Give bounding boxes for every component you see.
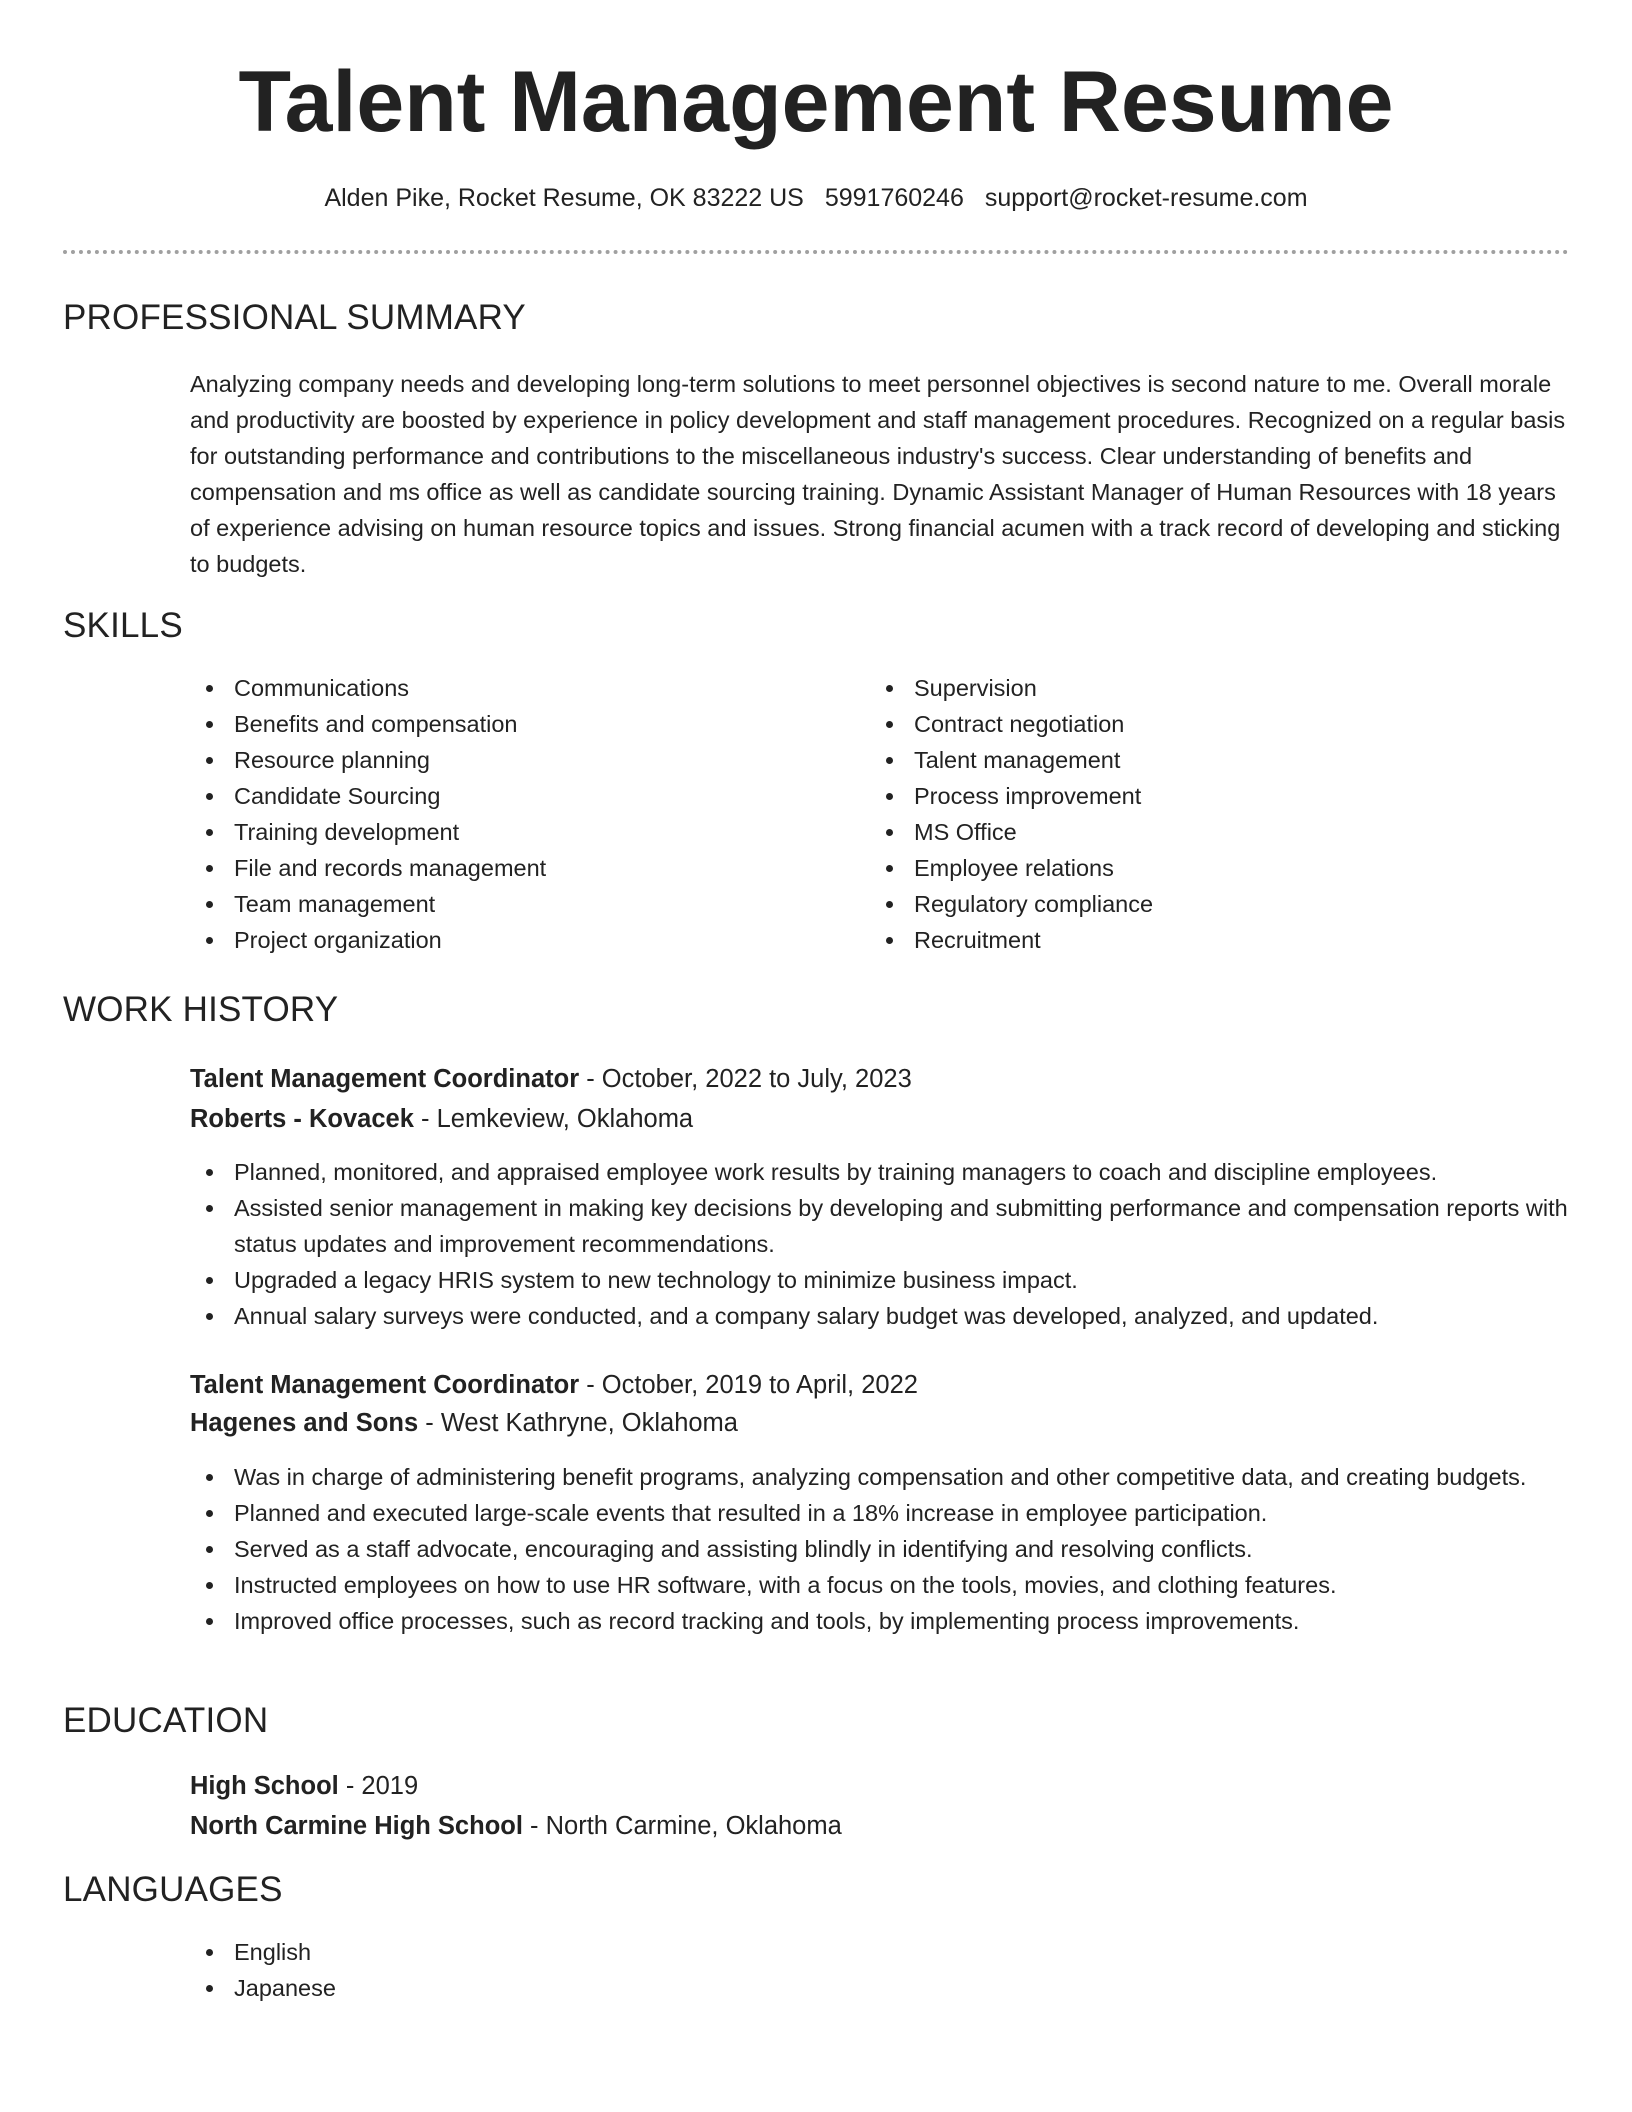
job-dates: - October, 2019 to April, 2022: [579, 1371, 918, 1399]
job-bullets: [190, 1459, 1570, 1639]
skills-heading: SKILLS: [63, 606, 183, 645]
skill-item: File and records management: [190, 850, 850, 886]
education-year: - 2019: [338, 1772, 419, 1800]
language-item: Japanese: [190, 1970, 850, 2006]
languages-heading: LANGUAGES: [63, 1870, 283, 1909]
skill-item: Resource planning: [190, 742, 850, 778]
job-bullet: Was in charge of administering benefit programs, analyzing compensation and other competitive data, and creating budgets.: [190, 1459, 1570, 1495]
job-bullet: Instructed employees on how to use HR software, with a focus on the tools, movies, and clothing features.: [190, 1567, 1570, 1603]
job-title-line: [190, 1367, 918, 1403]
skills-list-left: [190, 670, 850, 958]
job-bullet: Upgraded a legacy HRIS system to new technology to minimize business impact.: [190, 1262, 1570, 1298]
job-dates: - October, 2022 to July, 2023: [579, 1065, 912, 1093]
contact-email: support@rocket-resume.com: [984, 184, 1308, 212]
education-degree-line: [190, 1768, 418, 1804]
work-history-heading: WORK HISTORY: [63, 990, 339, 1029]
job-bullet: Served as a staff advocate, encouraging and assisting blindly in identifying and resolving conflicts.: [190, 1531, 1570, 1567]
summary-heading: PROFESSIONAL SUMMARY: [63, 298, 526, 337]
skill-item: Talent management: [870, 742, 1530, 778]
job-location: - West Kathryne, Oklahoma: [418, 1409, 738, 1437]
education-degree: High School: [190, 1772, 339, 1800]
skill-item: Employee relations: [870, 850, 1530, 886]
job-company-line: [190, 1405, 738, 1441]
job-bullets: [190, 1154, 1570, 1334]
skill-item: MS Office: [870, 814, 1530, 850]
resume-title: Talent Management Resume: [238, 54, 1394, 150]
skill-item: Supervision: [870, 670, 1530, 706]
skill-item: Project organization: [190, 922, 850, 958]
language-item: English: [190, 1934, 850, 1970]
contact-line: [0, 182, 1632, 214]
job-bullet: Improved office processes, such as record tracking and tools, by implementing process improvements.: [190, 1603, 1570, 1639]
skill-item: Candidate Sourcing: [190, 778, 850, 814]
job-title-line: [190, 1061, 912, 1097]
job-bullet: Planned, monitored, and appraised employee work results by training managers to coach and discipline employees.: [190, 1154, 1570, 1190]
job-company-line: [190, 1101, 693, 1137]
skill-item: Training development: [190, 814, 850, 850]
education-heading: EDUCATION: [63, 1701, 269, 1740]
job-location: - Lemkeview, Oklahoma: [413, 1105, 694, 1133]
summary-text: Analyzing company needs and developing long-term solutions to meet personnel objectives is second nature to me. Overall morale and productivity are boosted by experience in policy development and staff management procedures. Recognized on a regular basis for outstanding performance and contributions to the miscellaneous industry's success. Clear understanding of benefits and compensation and ms office as well as candidate sourcing training. Dynamic Assistant Manager of Human Resources with 18 years of experience advising on human resource topics and issues. Strong financial acumen with a track record of developing and sticking to budgets.: [190, 371, 1566, 577]
skill-item: Process improvement: [870, 778, 1530, 814]
education-school-line: [190, 1808, 842, 1844]
job-company: Roberts - Kovacek: [190, 1105, 414, 1133]
education-school: North Carmine High School: [190, 1812, 523, 1840]
job-bullet: Planned and executed large-scale events that resulted in a 18% increase in employee participation.: [190, 1495, 1570, 1531]
contact-phone: 5991760246: [824, 184, 964, 212]
skill-item: Contract negotiation: [870, 706, 1530, 742]
header-divider: [63, 250, 1569, 254]
skills-list-right: [870, 670, 1530, 958]
skill-item: Team management: [190, 886, 850, 922]
job-title: Talent Management Coordinator: [190, 1065, 580, 1093]
job-bullet: Assisted senior management in making key decisions by developing and submitting performance and compensation reports with status updates and improvement recommendations.: [190, 1190, 1570, 1262]
job-company: Hagenes and Sons: [190, 1409, 419, 1437]
skill-item: Recruitment: [870, 922, 1530, 958]
job-title: Talent Management Coordinator: [190, 1371, 580, 1399]
education-location: - North Carmine, Oklahoma: [522, 1812, 842, 1840]
skill-item: Regulatory compliance: [870, 886, 1530, 922]
languages-list: [190, 1934, 850, 2006]
skill-item: Communications: [190, 670, 850, 706]
skill-item: Benefits and compensation: [190, 706, 850, 742]
job-bullet: Annual salary surveys were conducted, and a company salary budget was developed, analyzed, and updated.: [190, 1298, 1570, 1334]
contact-address: Alden Pike, Rocket Resume, OK 83222 US: [324, 184, 804, 212]
